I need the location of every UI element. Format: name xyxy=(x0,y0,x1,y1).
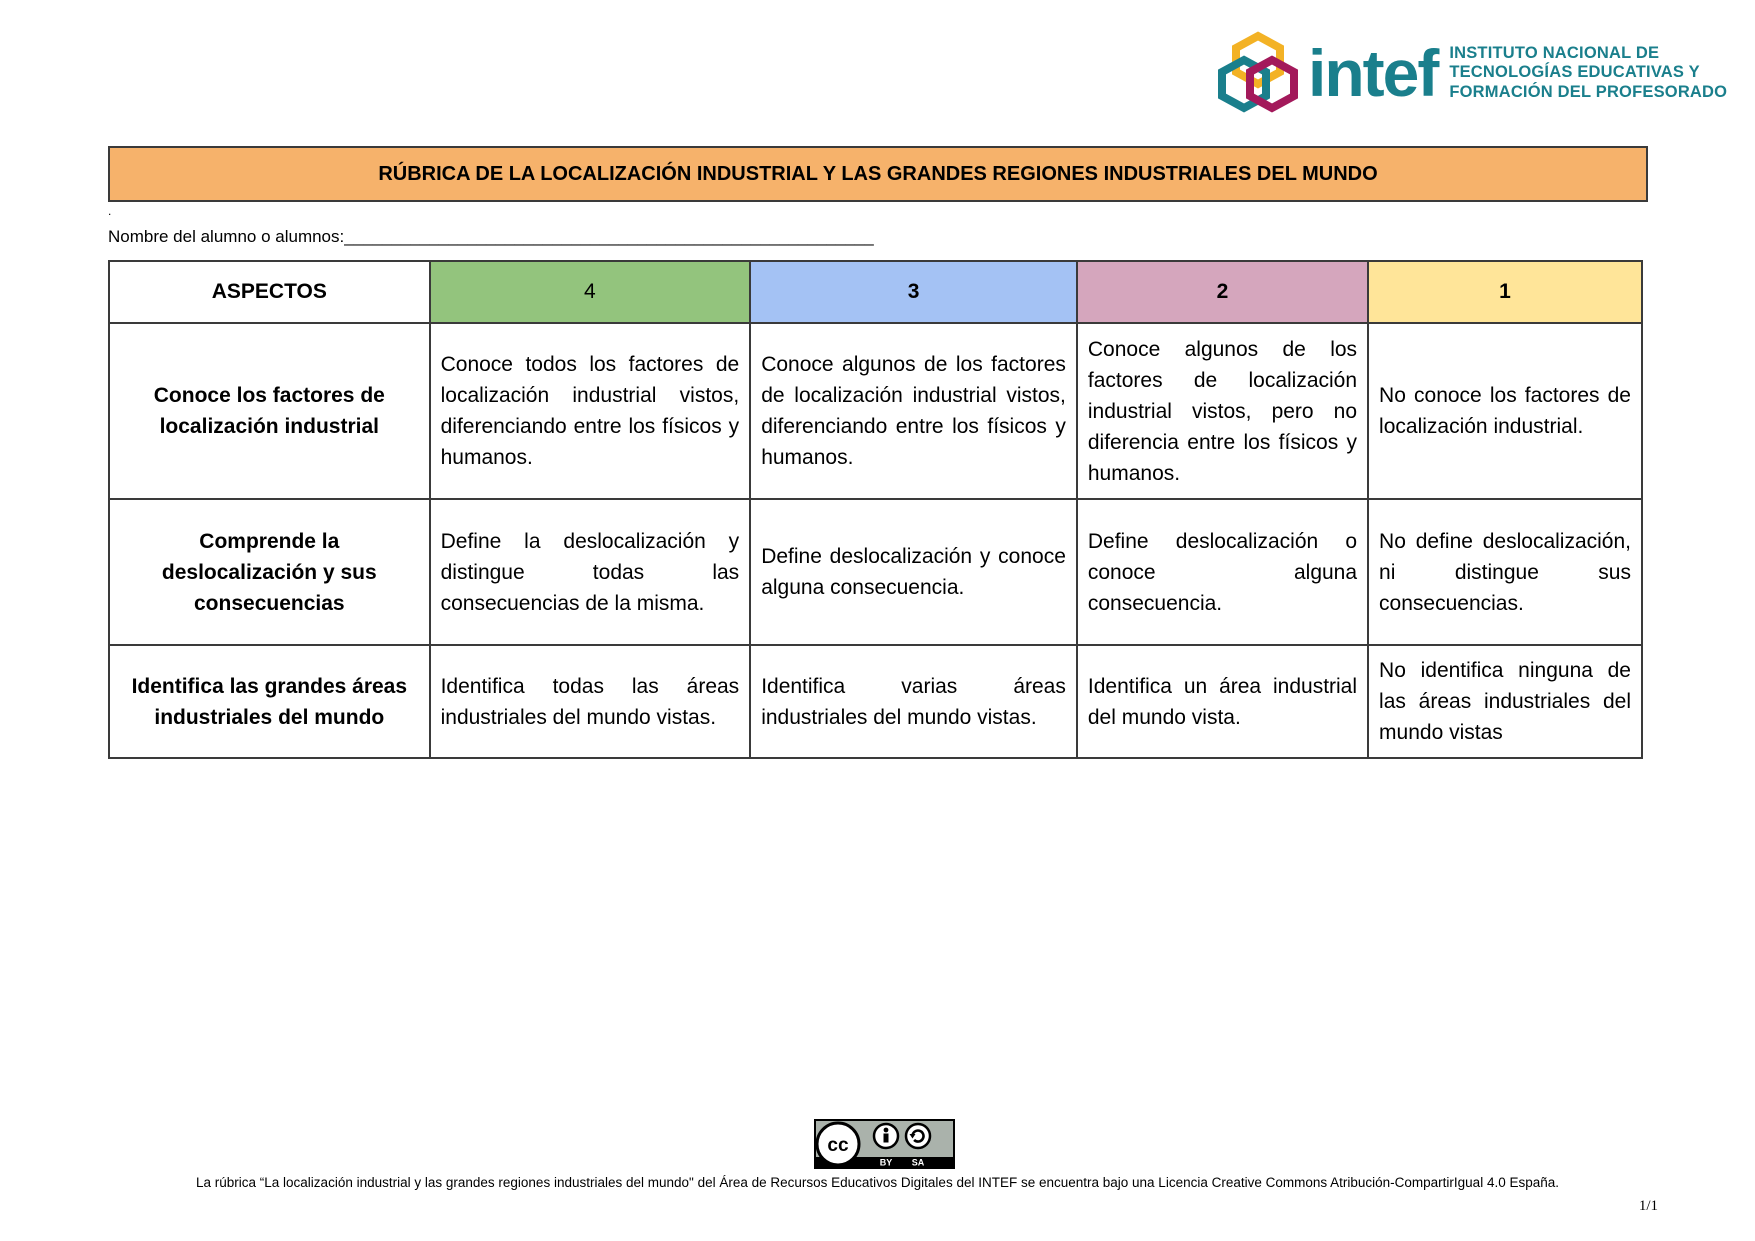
by-label: BY xyxy=(879,1157,893,1168)
level-3-cell: Conoce algunos de los factores de localización industrial vistos, diferenciando entre los físicos y humanos. xyxy=(750,323,1077,499)
level-4-cell: Identifica todas las áreas industriales del mundo vistas. xyxy=(430,645,751,758)
level-3-cell: Define deslocalización y conoce alguna consecuencia. xyxy=(750,499,1077,645)
stray-dot: . xyxy=(108,204,112,218)
column-header-level-1: 1 xyxy=(1368,261,1642,323)
column-header-level-4: 4 xyxy=(430,261,751,323)
aspect-cell: Identifica las grandes áreas industriales del mundo xyxy=(109,645,430,758)
logo-subtitle-line: FORMACIÓN DEL PROFESORADO xyxy=(1449,82,1728,101)
aspect-cell: Conoce los factores de localización industrial xyxy=(109,323,430,499)
table-row xyxy=(109,323,1642,499)
column-header-aspectos: ASPECTOS xyxy=(109,261,430,323)
level-4-cell: Conoce todos los factores de localización industrial vistos, diferenciando entre los físicos y humanos. xyxy=(430,323,751,499)
logo-wordmark: intef xyxy=(1308,36,1438,110)
logo-subtitle-line: INSTITUTO NACIONAL DE xyxy=(1449,43,1660,62)
level-2-cell: Conoce algunos de los factores de localización industrial vistos, pero no diferencia entre los físicos y humanos. xyxy=(1077,323,1368,499)
attribution-icon-head xyxy=(884,1128,889,1133)
table-row xyxy=(109,645,1642,758)
level-1-cell: No conoce los factores de localización industrial. xyxy=(1368,323,1642,499)
level-1-cell: No define deslocalización, ni distingue sus consecuencias. xyxy=(1368,499,1642,645)
aspect-cell: Comprende la deslocalización y sus consecuencias xyxy=(109,499,430,645)
level-3-cell: Identifica varias áreas industriales del mundo vistas. xyxy=(750,645,1077,758)
level-1-cell: No identifica ninguna de las áreas industriales del mundo vistas xyxy=(1368,645,1642,758)
sa-label: SA xyxy=(911,1157,925,1168)
level-4-cell: Define la deslocalización y distingue todas las consecuencias de la misma. xyxy=(430,499,751,645)
intef-logo xyxy=(1218,30,1728,116)
page-number: 1/1 xyxy=(1638,1198,1658,1214)
attribution-icon-body xyxy=(884,1134,889,1143)
student-name-field[interactable]: Nombre del alumno o alumnos:________________________________________________________ xyxy=(108,227,874,246)
intef-hexagon-logo-icon xyxy=(1218,30,1298,116)
table-header-row xyxy=(109,261,1642,323)
level-2-cell: Define deslocalización o conoce alguna consecuencia. xyxy=(1077,499,1368,645)
rubric-title: RÚBRICA DE LA LOCALIZACIÓN INDUSTRIAL Y LAS GRANDES REGIONES INDUSTRIALES DEL MUNDO xyxy=(108,146,1648,202)
column-header-level-3: 3 xyxy=(750,261,1077,323)
column-header-level-2: 2 xyxy=(1077,261,1368,323)
cc-icon-label: cc xyxy=(827,1135,849,1156)
share-alike-icon xyxy=(906,1124,930,1148)
logo-subtitle xyxy=(1449,44,1727,102)
license-statement: La rúbrica “La localización industrial y las grandes regiones industriales del mundo" del Área de Recursos Educativos Digitales del INTEF se encuentra bajo una Licencia Creative Commons Atribución-CompartirIgual 4.0 España. xyxy=(196,1175,1559,1190)
level-2-cell: Identifica un área industrial del mundo vista. xyxy=(1077,645,1368,758)
logo-subtitle-line: TECNOLOGÍAS EDUCATIVAS Y xyxy=(1449,63,1700,82)
cc-by-sa-badge[interactable] xyxy=(814,1119,955,1169)
table-row xyxy=(109,499,1642,645)
rubric-table xyxy=(108,260,1643,759)
